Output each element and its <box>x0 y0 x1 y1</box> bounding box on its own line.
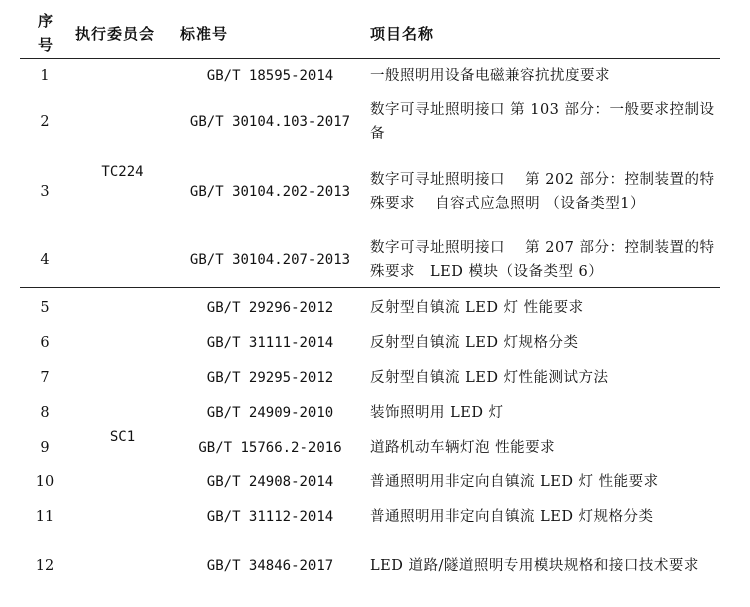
header-project-name: 项目名称 <box>370 25 435 43</box>
row-seq: 8 <box>40 405 50 421</box>
row-seq: 6 <box>40 335 50 351</box>
table-row <box>20 465 720 499</box>
row-standard-no: GB/T 29295-2012 <box>206 370 334 386</box>
row-seq: 3 <box>40 184 50 200</box>
row-standard-no: GB/T 31112-2014 <box>206 509 334 525</box>
row-project-name: 普通照明用非定向自镇流 LED 灯规格分类 <box>370 509 654 525</box>
row-standard-no: GB/T 30104.202-2013 <box>189 184 351 200</box>
row-seq: 12 <box>35 558 55 574</box>
row-project-name: 反射型自镇流 LED 灯 性能要求 <box>370 300 584 316</box>
table-row <box>20 154 720 230</box>
row-standard-no: GB/T 24909-2010 <box>206 405 334 421</box>
row-seq: 10 <box>35 474 55 490</box>
row-project-name: 道路机动车辆灯泡 性能要求 <box>370 440 556 456</box>
table-row <box>20 62 720 90</box>
row-seq: 7 <box>40 370 50 386</box>
header-seq-line1: 序 <box>38 12 55 30</box>
row-seq: 9 <box>40 440 50 456</box>
table-row <box>20 234 720 286</box>
table-row <box>20 500 720 534</box>
row-seq: 5 <box>40 300 50 316</box>
committee-sc1: SC1 <box>109 429 136 445</box>
header-rule <box>20 58 720 59</box>
row-project-name: 数字可寻址照明接口 第 207 部分：控制装置的特殊要求 LED 模块（设备类型 6） <box>370 240 715 280</box>
row-project-name: 一般照明用设备电磁兼容抗扰度要求 <box>370 68 610 84</box>
row-seq: 4 <box>40 252 50 268</box>
table-row <box>20 326 720 360</box>
header-committee: 执行委员会 <box>75 25 156 43</box>
header-seq-line2: 号 <box>38 36 55 54</box>
row-seq: 1 <box>40 68 50 84</box>
row-standard-no: GB/T 24908-2014 <box>206 474 334 490</box>
row-project-name: 数字可寻址照明接口 第 103 部分：一般要求控制设备 <box>370 102 715 142</box>
table-row <box>20 361 720 395</box>
row-project-name: 数字可寻址照明接口 第 202 部分：控制装置的特殊要求 自容式应急照明 （设备类型1） <box>370 172 715 212</box>
row-standard-no: GB/T 31111-2014 <box>206 335 334 351</box>
row-standard-no: GB/T 29296-2012 <box>206 300 334 316</box>
row-standard-no: GB/T 30104.103-2017 <box>189 114 351 130</box>
table-row <box>20 92 720 152</box>
row-standard-no: GB/T 15766.2-2016 <box>198 440 342 456</box>
row-standard-no: GB/T 18595-2014 <box>206 68 334 84</box>
row-project-name: 装饰照明用 LED 灯 <box>370 405 504 421</box>
table-row <box>20 396 720 430</box>
row-project-name: 普通照明用非定向自镇流 LED 灯 性能要求 <box>370 474 659 490</box>
row-project-name: LED 道路/隧道照明专用模块规格和接口技术要求 <box>370 558 699 574</box>
table-header <box>20 4 720 59</box>
table-row <box>20 431 720 465</box>
row-standard-no: GB/T 34846-2017 <box>206 558 334 574</box>
row-project-name: 反射型自镇流 LED 灯性能测试方法 <box>370 370 609 386</box>
committee-tc224: TC224 <box>101 164 144 180</box>
table-row <box>20 536 720 596</box>
table-row <box>20 292 720 324</box>
group-divider <box>20 287 720 288</box>
row-project-name: 反射型自镇流 LED 灯规格分类 <box>370 335 579 351</box>
row-standard-no: GB/T 30104.207-2013 <box>189 252 351 268</box>
row-seq: 11 <box>35 509 55 525</box>
row-seq: 2 <box>40 114 50 130</box>
header-standard-no: 标准号 <box>180 25 229 43</box>
